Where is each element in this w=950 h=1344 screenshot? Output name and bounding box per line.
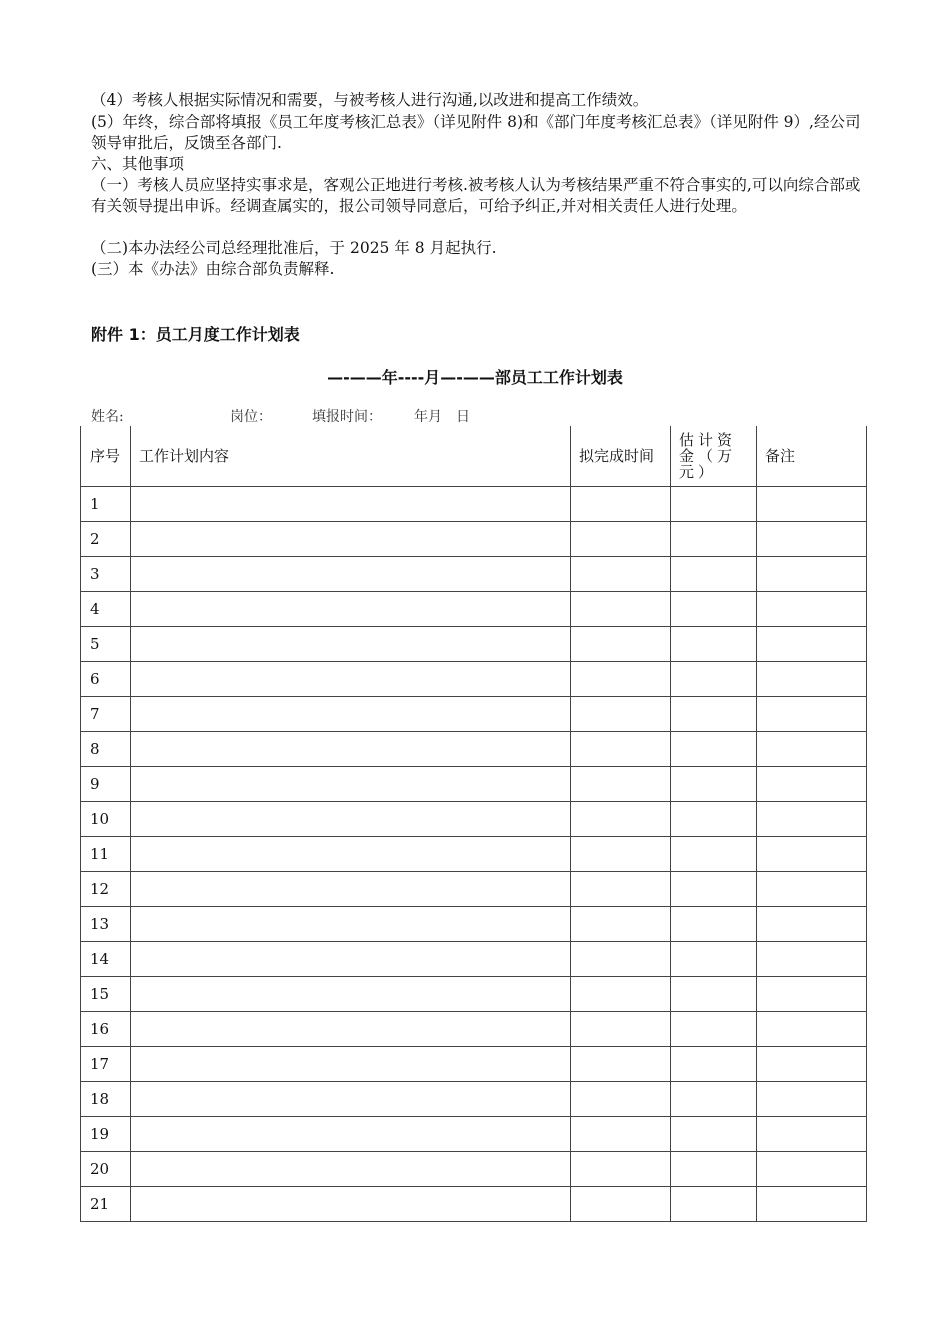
row-fund-cell[interactable] bbox=[671, 557, 757, 592]
row-deadline-cell[interactable] bbox=[571, 1012, 671, 1047]
paragraph-4: （4）考核人根据实际情况和需要，与被考核人进行沟通,以改进和提高工作绩效。 bbox=[91, 91, 649, 109]
row-fund-cell[interactable] bbox=[671, 977, 757, 1012]
row-content-cell[interactable] bbox=[131, 907, 571, 942]
table-body bbox=[81, 487, 867, 1222]
table-row bbox=[81, 907, 867, 942]
row-fund-cell[interactable] bbox=[671, 767, 757, 802]
name-label: 姓名: bbox=[91, 409, 124, 425]
row-remark-cell[interactable] bbox=[757, 1082, 867, 1117]
row-content-cell[interactable] bbox=[131, 487, 571, 522]
row-deadline-cell[interactable] bbox=[571, 487, 671, 522]
row-remark-cell[interactable] bbox=[757, 1047, 867, 1082]
paragraph-other-2: （二)本办法经公司总经理批准后，于 2025 年 8 月起执行. bbox=[91, 239, 497, 257]
row-deadline-cell[interactable] bbox=[571, 1082, 671, 1117]
row-content-cell[interactable] bbox=[131, 1082, 571, 1117]
row-content-cell[interactable] bbox=[131, 1117, 571, 1152]
row-remark-cell[interactable] bbox=[757, 627, 867, 662]
work-plan-table bbox=[80, 426, 867, 1222]
row-seq-cell: 11 bbox=[81, 837, 131, 872]
table-row bbox=[81, 732, 867, 767]
row-content-cell[interactable] bbox=[131, 837, 571, 872]
row-deadline-cell[interactable] bbox=[571, 662, 671, 697]
row-remark-cell[interactable] bbox=[757, 487, 867, 522]
row-content-cell[interactable] bbox=[131, 557, 571, 592]
attachment-heading: 附件 1：员工月度工作计划表 bbox=[91, 325, 300, 344]
fill-time-label: 填报时间： bbox=[312, 409, 382, 425]
row-content-cell[interactable] bbox=[131, 767, 571, 802]
row-seq-cell: 10 bbox=[81, 802, 131, 837]
form-title: —-——年----月—-——部员工工作计划表 bbox=[327, 368, 623, 387]
table-row bbox=[81, 977, 867, 1012]
row-seq-cell: 2 bbox=[81, 522, 131, 557]
row-seq-cell: 17 bbox=[81, 1047, 131, 1082]
row-deadline-cell[interactable] bbox=[571, 837, 671, 872]
header-fund: 估计资金（万元） bbox=[671, 426, 757, 487]
row-fund-cell[interactable] bbox=[671, 802, 757, 837]
table-row bbox=[81, 1047, 867, 1082]
row-fund-cell[interactable] bbox=[671, 627, 757, 662]
row-content-cell[interactable] bbox=[131, 1187, 571, 1222]
row-deadline-cell[interactable] bbox=[571, 1117, 671, 1152]
row-remark-cell[interactable] bbox=[757, 1152, 867, 1187]
row-remark-cell[interactable] bbox=[757, 1117, 867, 1152]
table-row bbox=[81, 592, 867, 627]
row-deadline-cell[interactable] bbox=[571, 907, 671, 942]
row-seq-cell: 12 bbox=[81, 872, 131, 907]
row-fund-cell[interactable] bbox=[671, 872, 757, 907]
row-deadline-cell[interactable] bbox=[571, 732, 671, 767]
row-content-cell[interactable] bbox=[131, 802, 571, 837]
header-seq: 序号 bbox=[81, 426, 131, 487]
row-seq-cell: 8 bbox=[81, 732, 131, 767]
row-fund-cell[interactable] bbox=[671, 732, 757, 767]
table-row bbox=[81, 942, 867, 977]
row-content-cell[interactable] bbox=[131, 522, 571, 557]
row-seq-cell: 9 bbox=[81, 767, 131, 802]
row-remark-cell[interactable] bbox=[757, 942, 867, 977]
table-row bbox=[81, 837, 867, 872]
date-label: 年月 日 bbox=[414, 409, 470, 425]
row-deadline-cell[interactable] bbox=[571, 802, 671, 837]
row-remark-cell[interactable] bbox=[757, 802, 867, 837]
table-row bbox=[81, 872, 867, 907]
paragraph-5: (5）年终，综合部将填报《员工年度考核汇总表》（详见附件 8)和《部门年度考核汇总表》（详见附件 9）,经公司领导审批后，反馈至各部门. bbox=[91, 113, 861, 152]
header-remark: 备注 bbox=[757, 426, 867, 487]
row-fund-cell[interactable] bbox=[671, 487, 757, 522]
row-deadline-cell[interactable] bbox=[571, 1152, 671, 1187]
row-fund-cell[interactable] bbox=[671, 1012, 757, 1047]
header-deadline: 拟完成时间 bbox=[571, 426, 671, 487]
row-deadline-cell[interactable] bbox=[571, 1187, 671, 1222]
row-fund-cell[interactable] bbox=[671, 1187, 757, 1222]
row-seq-cell: 14 bbox=[81, 942, 131, 977]
header-content: 工作计划内容 bbox=[131, 426, 571, 487]
post-label: 岗位： bbox=[230, 409, 272, 425]
row-seq-cell: 5 bbox=[81, 627, 131, 662]
row-fund-cell[interactable] bbox=[671, 592, 757, 627]
paragraph-other-1: （一）考核人员应坚持实事求是，客观公正地进行考核.被考核人认为考核结果严重不符合事实的,可以向综合部或有关领导提出申诉。经调查属实的，报公司领导同意后，可给予纠正,并对相关责任人进行处理。 bbox=[91, 176, 861, 215]
row-deadline-cell[interactable] bbox=[571, 767, 671, 802]
row-seq-cell: 1 bbox=[81, 487, 131, 522]
row-seq-cell: 7 bbox=[81, 697, 131, 732]
table-row bbox=[81, 1152, 867, 1187]
table-row bbox=[81, 1082, 867, 1117]
row-remark-cell[interactable] bbox=[757, 522, 867, 557]
row-remark-cell[interactable] bbox=[757, 662, 867, 697]
table-row bbox=[81, 767, 867, 802]
row-remark-cell[interactable] bbox=[757, 872, 867, 907]
table-row bbox=[81, 627, 867, 662]
row-seq-cell: 6 bbox=[81, 662, 131, 697]
row-fund-cell[interactable] bbox=[671, 942, 757, 977]
row-deadline-cell[interactable] bbox=[571, 942, 671, 977]
row-fund-cell[interactable] bbox=[671, 1047, 757, 1082]
row-remark-cell[interactable] bbox=[757, 767, 867, 802]
row-remark-cell[interactable] bbox=[757, 732, 867, 767]
row-fund-cell[interactable] bbox=[671, 1082, 757, 1117]
row-fund-cell[interactable] bbox=[671, 662, 757, 697]
row-fund-cell[interactable] bbox=[671, 907, 757, 942]
table-row bbox=[81, 697, 867, 732]
paragraph-other-3: (三）本《办法》由综合部负责解释. bbox=[91, 260, 335, 278]
row-remark-cell[interactable] bbox=[757, 592, 867, 627]
row-content-cell[interactable] bbox=[131, 1012, 571, 1047]
row-remark-cell[interactable] bbox=[757, 907, 867, 942]
row-remark-cell[interactable] bbox=[757, 1187, 867, 1222]
row-deadline-cell[interactable] bbox=[571, 592, 671, 627]
section-heading-other-matters: 六、其他事项 bbox=[91, 155, 185, 173]
row-seq-cell: 18 bbox=[81, 1082, 131, 1117]
row-fund-cell[interactable] bbox=[671, 1152, 757, 1187]
row-deadline-cell[interactable] bbox=[571, 627, 671, 662]
row-seq-cell: 3 bbox=[81, 557, 131, 592]
row-seq-cell: 21 bbox=[81, 1187, 131, 1222]
row-content-cell[interactable] bbox=[131, 942, 571, 977]
row-seq-cell: 15 bbox=[81, 977, 131, 1012]
row-fund-cell[interactable] bbox=[671, 697, 757, 732]
row-content-cell[interactable] bbox=[131, 977, 571, 1012]
row-deadline-cell[interactable] bbox=[571, 557, 671, 592]
row-content-cell[interactable] bbox=[131, 872, 571, 907]
row-remark-cell[interactable] bbox=[757, 1012, 867, 1047]
table-header-row bbox=[81, 426, 867, 487]
row-fund-cell[interactable] bbox=[671, 837, 757, 872]
table-row bbox=[81, 1012, 867, 1047]
table-row bbox=[81, 1117, 867, 1152]
row-deadline-cell[interactable] bbox=[571, 522, 671, 557]
row-deadline-cell[interactable] bbox=[571, 977, 671, 1012]
row-content-cell[interactable] bbox=[131, 697, 571, 732]
row-seq-cell: 19 bbox=[81, 1117, 131, 1152]
row-seq-cell: 16 bbox=[81, 1012, 131, 1047]
table-row bbox=[81, 1187, 867, 1222]
row-content-cell[interactable] bbox=[131, 732, 571, 767]
row-deadline-cell[interactable] bbox=[571, 872, 671, 907]
row-remark-cell[interactable] bbox=[757, 837, 867, 872]
row-fund-cell[interactable] bbox=[671, 522, 757, 557]
table-row bbox=[81, 802, 867, 837]
row-seq-cell: 20 bbox=[81, 1152, 131, 1187]
row-remark-cell[interactable] bbox=[757, 697, 867, 732]
table-row bbox=[81, 557, 867, 592]
row-content-cell[interactable] bbox=[131, 662, 571, 697]
row-deadline-cell[interactable] bbox=[571, 1047, 671, 1082]
table-row bbox=[81, 522, 867, 557]
row-remark-cell[interactable] bbox=[757, 977, 867, 1012]
row-deadline-cell[interactable] bbox=[571, 697, 671, 732]
row-content-cell[interactable] bbox=[131, 1152, 571, 1187]
row-seq-cell: 4 bbox=[81, 592, 131, 627]
row-content-cell[interactable] bbox=[131, 592, 571, 627]
row-content-cell[interactable] bbox=[131, 1047, 571, 1082]
row-fund-cell[interactable] bbox=[671, 1117, 757, 1152]
table-row bbox=[81, 662, 867, 697]
row-content-cell[interactable] bbox=[131, 627, 571, 662]
row-remark-cell[interactable] bbox=[757, 557, 867, 592]
row-seq-cell: 13 bbox=[81, 907, 131, 942]
table-row bbox=[81, 487, 867, 522]
